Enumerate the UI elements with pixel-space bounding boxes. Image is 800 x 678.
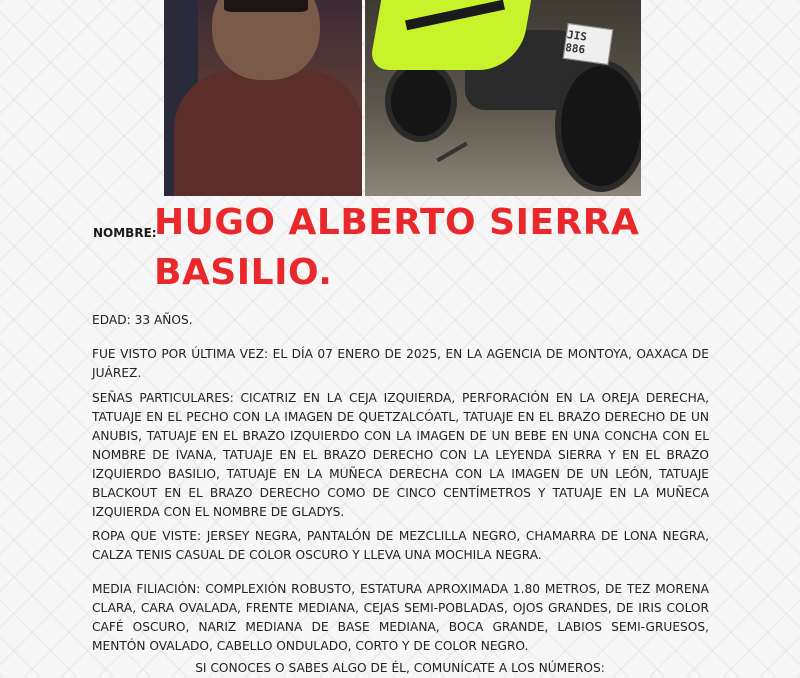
age-paragraph: EDAD: 33 AÑOS. bbox=[92, 313, 193, 327]
motorcycle-front-wheel bbox=[555, 60, 641, 192]
person-shirt bbox=[174, 70, 362, 196]
distinguishing-marks-paragraph: SEÑAS PARTICULARES: CICATRIZ EN LA CEJA IZQUIERDA, PERFORACIÓN EN LA OREJA DERECHA, TATUAJE EN EL PECHO CON LA IMAGEN DE QUETZALCÓATL, TATUAJE EN EL BRAZO DERECHO DE UN ANUBIS, TATUAJE EN EL BRAZO IZQUIERDO CON LA IMAGEN DE UN BEBE EN UNA CONCHA CON EL NOMBRE DE IVANA, TATUAJE EN EL BRAZO DERECHO CON LA LEYENDA SIERRA Y EN EL BRAZO IZQUIERDO BASILIO, TATUAJE EN LA MUÑECA DERECHA CON LA IMAGEN DE UN LEÓN, TATUAJE BLACKOUT EN EL BRAZO DERECHO COMO DE CINCO CENTÍMETROS Y TATUAJE EN LA MUÑECA IZQUIERDA CON EL NOMBRE DE GLADYS. bbox=[92, 391, 709, 519]
person-name-line-1: HUGO ALBERTO SIERRA bbox=[154, 202, 640, 243]
last-seen-paragraph: FUE VISTO POR ÚLTIMA VEZ: EL DÍA 07 ENERO DE 2025, EN LA AGENCIA DE MONTOYA, OAXACA DE JUÁREZ. bbox=[92, 347, 709, 380]
license-plate: JIS 886 bbox=[563, 23, 614, 65]
missing-person-photo bbox=[164, 0, 362, 196]
person-name-line-2: BASILIO. bbox=[154, 252, 333, 293]
person-name bbox=[154, 198, 639, 298]
person-face bbox=[212, 0, 320, 80]
physical-description-paragraph: MEDIA FILIACIÓN: COMPLEXIÓN ROBUSTO, ESTATURA APROXIMADA 1.80 METROS, DE TEZ MORENA CLARA, CARA OVALADA, FRENTE MEDIANA, CEJAS SEMI-POBLADAS, OJOS GRANDES, DE IRIS COLOR CAFÉ OSCURO, NARIZ MEDIANA DE BASE MEDIANA, BOCA GRANDE, LABIOS SEMI-GRUESOS, MENTÓN OVALADO, CABELLO ONDULADO, CORTO Y DE COLOR NEGRO. bbox=[92, 582, 709, 653]
person-hair bbox=[224, 0, 308, 12]
name-label: NOMBRE: bbox=[93, 226, 157, 240]
contact-line: SI CONOCES O SABES ALGO DE ÉL, COMUNÍCATE A LOS NÚMEROS: bbox=[195, 661, 605, 675]
motorcycle-kickstand bbox=[436, 142, 467, 162]
motorcycle-rear-wheel bbox=[385, 60, 457, 142]
motorcycle-photo bbox=[365, 0, 641, 196]
clothing-paragraph: ROPA QUE VISTE: JERSEY NEGRA, PANTALÓN DE MEZCLILLA NEGRO, CHAMARRA DE LONA NEGRA, CALZA TENIS CASUAL DE COLOR OSCURO Y LLEVA UNA MOCHILA NEGRA. bbox=[92, 529, 709, 562]
